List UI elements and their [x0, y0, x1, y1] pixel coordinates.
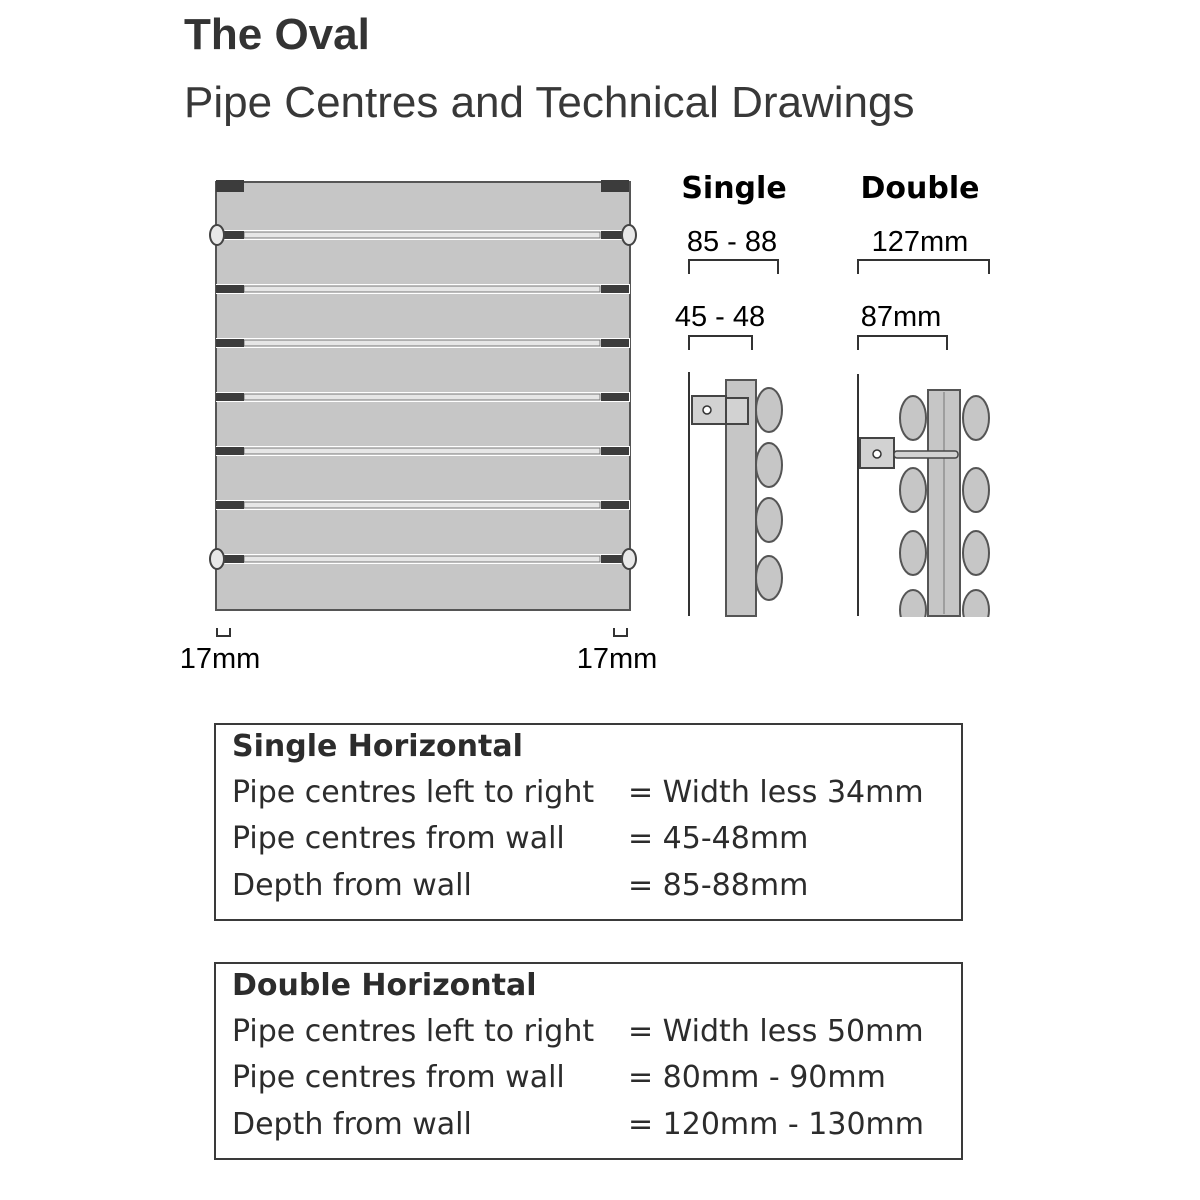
table-heading: Double Horizontal — [232, 968, 537, 1003]
row-label: Pipe centres from wall — [232, 1060, 565, 1095]
single-fin — [756, 388, 782, 432]
radiator-front-view — [210, 180, 636, 636]
single-fin — [756, 556, 782, 600]
double-fin — [963, 396, 989, 440]
offset-left-label: 17mm — [179, 643, 261, 675]
single-side-view — [675, 171, 787, 616]
offset-marker-right — [614, 628, 627, 636]
double-fin — [963, 468, 989, 512]
panel-gap — [216, 284, 630, 294]
single-horizontal-table — [214, 723, 963, 921]
row-value: = 80mm - 90mm — [628, 1060, 886, 1095]
row-label: Pipe centres left to right — [232, 775, 595, 810]
row-label: Pipe centres left to right — [232, 1014, 595, 1049]
offset-right-label: 17mm — [576, 643, 658, 675]
top-right-cap — [601, 180, 629, 192]
row-value: = 85-88mm — [628, 868, 809, 903]
single-fin — [756, 498, 782, 542]
row-label: Depth from wall — [232, 868, 472, 903]
row-value: = Width less 50mm — [628, 1014, 924, 1049]
single-fin — [756, 443, 782, 487]
panel-gap — [216, 500, 630, 510]
double-fin — [900, 468, 926, 512]
double-pipe-centre-bracket — [858, 336, 947, 350]
panel-gap — [216, 446, 630, 456]
panel-gap — [216, 338, 630, 348]
row-value: = 120mm - 130mm — [628, 1107, 924, 1142]
double-fin — [900, 531, 926, 575]
panel-gap — [216, 554, 630, 564]
double-side-view — [850, 171, 1000, 657]
page-title: The Oval — [184, 10, 370, 59]
row-value: = 45-48mm — [628, 821, 809, 856]
page-subtitle: Pipe Centres and Technical Drawings — [184, 78, 915, 127]
double-heading: Double — [860, 171, 980, 206]
double-depth-bracket — [858, 260, 989, 274]
row-value: = Width less 34mm — [628, 775, 924, 810]
double-fin — [900, 396, 926, 440]
double-depth-label: 127mm — [871, 226, 969, 258]
panel-gap — [216, 392, 630, 402]
single-pipe-centre-bracket — [689, 336, 752, 350]
single-pipe-centre-label: 45 - 48 — [674, 301, 766, 333]
single-depth-label: 85 - 88 — [686, 226, 778, 258]
row-label: Depth from wall — [232, 1107, 472, 1142]
double-fin — [963, 531, 989, 575]
row-label: Pipe centres from wall — [232, 821, 565, 856]
offset-marker-left — [217, 628, 230, 636]
panel-gap — [216, 230, 630, 240]
double-pipe-centre-label: 87mm — [860, 301, 942, 333]
double-horizontal-table — [214, 962, 963, 1160]
top-left-cap — [216, 180, 244, 192]
single-heading: Single — [681, 171, 787, 206]
single-depth-bracket — [689, 260, 778, 274]
table-heading: Single Horizontal — [232, 729, 523, 764]
